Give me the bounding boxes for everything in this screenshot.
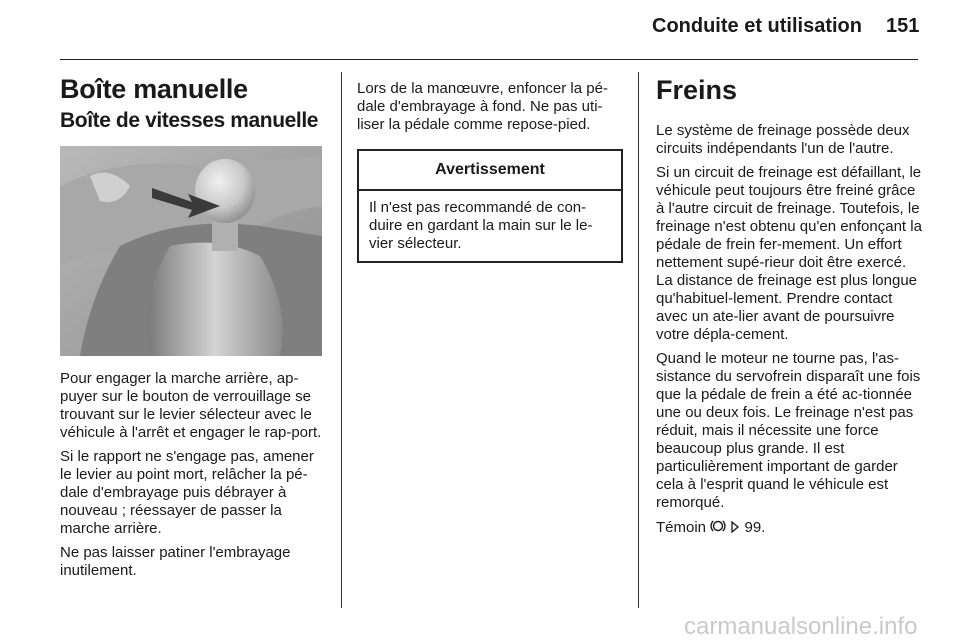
paragraph: Si le rapport ne s'engage pas, amener le levier au point mort, relâcher la pé-dale d'embrayage puis débrayer à nouveau ; réessayer de passer la marche arrière. (60, 448, 314, 537)
column-brakes (656, 72, 922, 543)
watermark: carmanualsonline.info (684, 613, 918, 640)
paragraph: Quand le moteur ne tourne pas, l'as-sistance du servofrein disparaît une fois que la pédale de frein a été ac-tionnée une ou deux fois. Le freinage n'est pas réduit, mais il nécessite une force beaucoup plus grande. Il est particulièrement important de garder cela à l'esprit quand le véhicule est remorqué. (656, 350, 921, 511)
warning-text: Il n'est pas recommandé de con-duire en gardant la main sur le le-vier sélecteur. (369, 199, 593, 252)
warning-box (357, 149, 623, 263)
page-reference-icon (730, 520, 740, 534)
page-reference: 99. (744, 519, 766, 536)
page-number: 151 (886, 15, 920, 37)
page-header (0, 0, 960, 62)
column-divider (638, 72, 639, 608)
column-manual-gearbox (60, 72, 325, 586)
paragraph: Lors de la manœuvre, enfoncer la pé-dale d'embrayage à fond. Ne pas uti-liser la pédale comme repose-pied. (357, 80, 608, 133)
header-divider (60, 59, 918, 60)
column-divider (341, 72, 342, 608)
brake-warning-icon (710, 518, 726, 534)
paragraph: Si un circuit de freinage est défaillant, le véhicule peut toujours être freiné grâce à l'autre circuit de freinage. Toutefois, le freinage n'est obtenu qu'en enfonçant la pédale de frein fer-mement. Un effort nettement supé-rieur doit être exercé. La distance de freinage est plus longue qu'habituel-lement. Prendre contact avec un ate-lier avant de poursuivre votre dépla-cement. (656, 164, 922, 343)
gear-lever-illustration (60, 146, 322, 356)
warning-title: Avertissement (359, 151, 621, 191)
paragraph: Pour engager la marche arrière, ap-puyer sur le bouton de verrouillage se trouvant sur le levier sélecteur avec le véhicule à l'arrêt et engager le rap-port. (60, 370, 322, 441)
paragraph: Ne pas laisser patiner l'embrayage inutilement. (60, 544, 291, 579)
chapter-heading: Freins (656, 75, 738, 105)
section-title: Conduite et utilisation (652, 15, 862, 37)
indicator-reference (656, 518, 922, 537)
paragraph: Le système de freinage possède deux circuits indépendants l'un de l'autre. (656, 122, 910, 157)
chapter-heading: Boîte manuelle (60, 74, 248, 104)
indicator-label: Témoin (656, 519, 707, 536)
section-heading: Boîte de vitesses manuelle (60, 109, 319, 132)
column-clutch-note (357, 80, 623, 263)
